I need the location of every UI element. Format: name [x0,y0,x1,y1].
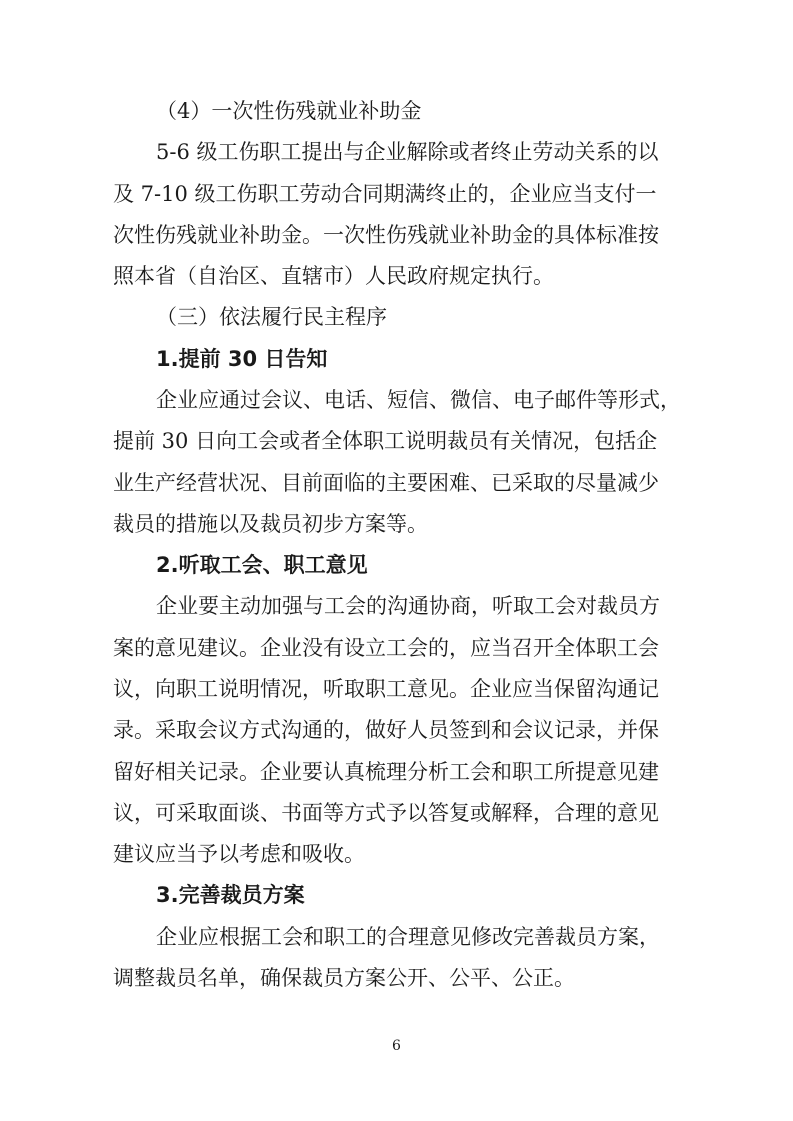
paragraph-line: 企业要主动加强与工会的沟通协商，听取工会对裁员方 [156,594,660,618]
paragraph-line: 案的意见建议。企业没有设立工会的，应当召开全体职工会 [113,636,659,660]
section-3-title: （三）依法履行民主程序 [156,305,387,329]
paragraph-line: 照本省（自治区、直辖市）人民政府规定执行。 [113,264,554,288]
paragraph-line: 录。采取会议方式沟通的，做好人员签到和会议记录，并保 [113,718,659,742]
paragraph-line: 企业应通过会议、电话、短信、微信、电子邮件等形式， [156,388,681,412]
paragraph-line: 留好相关记录。企业要认真梳理分析工会和职工所提意见建 [113,760,659,784]
page-number: 6 [392,1038,401,1054]
paragraph-line: 次性伤残就业补助金。一次性伤残就业补助金的具体标准按 [113,223,659,247]
paragraph-line: 建议应当予以考虑和吸收。 [113,842,365,866]
paragraph-line: 及 7-10 级工伤职工劳动合同期满终止的，企业应当支付一 [113,182,657,206]
paragraph-line: 5-6 级工伤职工提出与企业解除或者终止劳动关系的以 [156,140,659,164]
paragraph-line: 裁员的措施以及裁员初步方案等。 [113,512,428,536]
paragraph-line: 议，可采取面谈、书面等方式予以答复或解释，合理的意见 [113,801,659,825]
paragraph-line: 调整裁员名单，确保裁员方案公开、公平、公正。 [113,966,575,990]
section-4-title: （4）一次性伤残就业补助金 [156,99,422,123]
heading-3: 3.完善裁员方案 [156,883,305,907]
paragraph-line: 业生产经营状况、目前面临的主要困难、已采取的尽量减少 [113,471,659,495]
paragraph-line: 议，向职工说明情况，听取职工意见。企业应当保留沟通记 [113,677,659,701]
paragraph-line: 企业应根据工会和职工的合理意见修改完善裁员方案， [156,925,660,949]
heading-1: 1.提前 30 日告知 [156,347,328,371]
heading-2: 2.听取工会、职工意见 [156,553,368,577]
paragraph-line: 提前 30 日向工会或者全体职工说明裁员有关情况，包括企 [113,429,658,453]
